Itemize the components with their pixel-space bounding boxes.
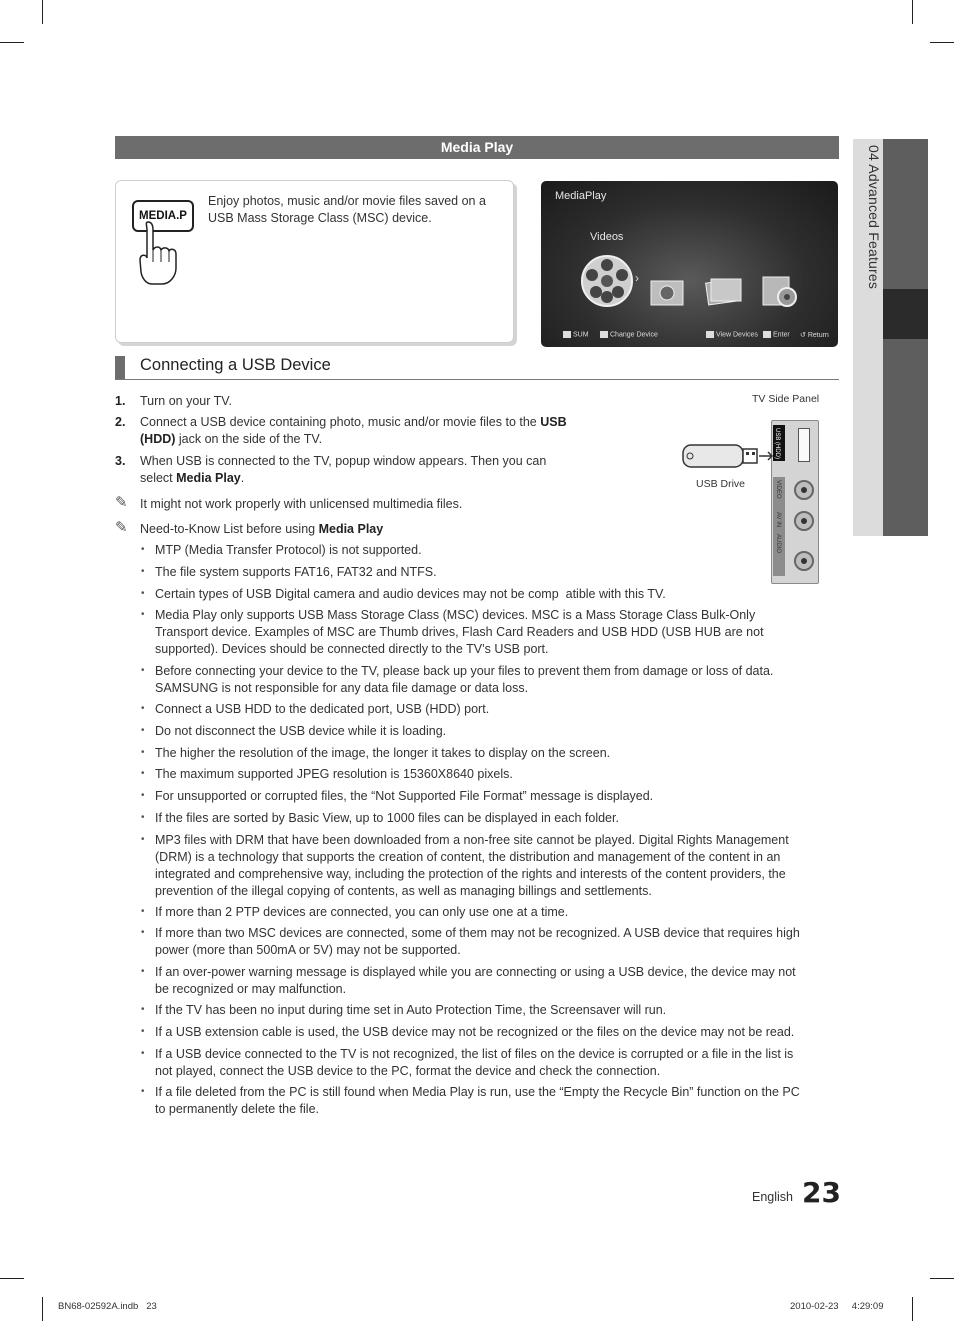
audio-r-jack <box>794 551 814 571</box>
audio-l-jack <box>794 511 814 531</box>
subsection-title: Connecting a USB Device <box>140 356 331 374</box>
footer-language: English <box>752 1190 793 1204</box>
media-play-description: Enjoy photos, music and/or movie files saved on a USB Mass Storage Class (MSC) device. <box>208 194 486 225</box>
list-item: to permanently delete the file. <box>155 1102 319 1116</box>
usb-port-label: USB (HDD) <box>774 428 780 459</box>
bullet-icon: • <box>141 1026 145 1037</box>
chapter-tab-dark <box>883 139 928 289</box>
list-item: Certain types of USB Digital camera and audio devices may not be comp atible with this TV. <box>155 587 666 601</box>
list-item: integrated and comprehensive way, including the protection of the rights and interests of the content providers, the <box>155 867 786 881</box>
audio-label: AUDIO <box>775 534 781 554</box>
sum-indicator: SUM <box>563 331 589 338</box>
step-text: select Media Play. <box>140 471 245 485</box>
change-device-hint: Change Device <box>600 331 658 338</box>
list-item: Do not disconnect the USB device while it is loading. <box>155 724 447 738</box>
list-item: be recognized or may malfunction. <box>155 982 347 996</box>
list-item: If an over-power warning message is displayed while you are connecting or using a USB device, the device may not <box>155 965 796 979</box>
step-text: Connect a USB device containing photo, music and/or movie files to the USB <box>140 415 567 429</box>
crop-mark <box>42 1297 43 1321</box>
pencil-note-icon: ✎ <box>115 494 128 511</box>
print-date-info: 2010-02-23 4:29:09 <box>790 1301 884 1312</box>
step-text: Turn on your TV. <box>140 394 232 408</box>
screen-selected-label: Videos <box>590 231 624 243</box>
list-item: not played, connect the USB device to the PC, format the device and check the connection. <box>155 1064 661 1078</box>
note-text: Need-to-Know List before using Media Play <box>140 522 384 536</box>
av-in-label: AV IN <box>775 512 781 528</box>
crop-mark <box>0 42 24 43</box>
bullet-icon: • <box>141 1004 145 1015</box>
chapter-tab-active <box>883 289 928 339</box>
list-item: power (more than 500mA or 5V) may not be supported. <box>155 943 461 957</box>
bullet-icon: • <box>141 665 145 676</box>
photos-icon <box>703 275 743 307</box>
crop-mark <box>912 1297 913 1321</box>
usb-drive-icon <box>682 443 776 469</box>
chapter-tab-dark <box>883 339 928 536</box>
list-item: If the TV has been no input during time set in Auto Protection Time, the Screensaver will run. <box>155 1003 667 1017</box>
list-item: MTP (Media Transfer Protocol) is not supported. <box>155 543 422 557</box>
list-item: Transport device. Examples of MSC are Thumb drives, Flash Card Readers and USB HDD (USB HUB are not <box>155 625 764 639</box>
list-item: If the files are sorted by Basic View, up to 1000 files can be displayed in each folder. <box>155 811 619 825</box>
bullet-icon: • <box>141 927 145 938</box>
photo-camera-icon <box>649 277 685 307</box>
bullet-icon: • <box>141 566 145 577</box>
crop-mark <box>42 0 43 24</box>
list-item: If a file deleted from the PC is still found when Media Play is run, use the “Empty the Recycle Bin” function on the PC <box>155 1085 800 1099</box>
chapter-label: 04 Advanced Features <box>866 145 882 290</box>
tv-side-panel-label: TV Side Panel <box>752 393 820 405</box>
video-label: VIDEO <box>775 480 781 499</box>
mediaplay-screen <box>541 181 838 347</box>
list-item: (DRM) is a technology that supports the creation of content, the distribution and management of the content in an <box>155 850 781 864</box>
bullet-icon: • <box>141 703 145 714</box>
bullet-icon: • <box>141 1086 145 1097</box>
hand-pointer-icon <box>138 220 194 286</box>
list-item: SAMSUNG is not responsible for any data file damage or data loss. <box>155 681 529 695</box>
step-number: 3. <box>115 454 126 468</box>
bullet-icon: • <box>141 544 145 555</box>
bullet-icon: • <box>141 1048 145 1059</box>
section-title: Media Play <box>115 136 839 159</box>
usb-slot <box>798 428 810 462</box>
step-text: (HDD) jack on the side of the TV. <box>140 432 323 446</box>
list-item: For unsupported or corrupted files, the “Not Supported File Format” message is displayed. <box>155 789 654 803</box>
step-number: 1. <box>115 394 126 408</box>
video-jack <box>794 480 814 500</box>
chevron-right-icon: › <box>635 271 639 285</box>
print-file-info: BN68-02592A.indb 23 <box>58 1301 157 1312</box>
film-reel-icon <box>579 249 639 311</box>
bullet-icon: • <box>141 725 145 736</box>
step-text: When USB is connected to the TV, popup window appears. Then you can <box>140 454 547 468</box>
bullet-icon: • <box>141 588 145 599</box>
list-item: If a USB device connected to the TV is not recognized, the list of files on the device is corrupted or a file in the list is <box>155 1047 794 1061</box>
screen-title: MediaPlay <box>555 190 607 202</box>
bullet-icon: • <box>141 790 145 801</box>
crop-mark <box>930 1278 954 1279</box>
enter-hint: Enter <box>763 331 790 338</box>
crop-mark <box>0 1278 24 1279</box>
bullet-icon: • <box>141 834 145 845</box>
bullet-icon: • <box>141 906 145 917</box>
list-item: If more than two MSC devices are connected, some of them may not be recognized. A USB device that requires high <box>155 926 800 940</box>
list-item: If a USB extension cable is used, the USB device may not be recognized or the files on the device may not be read. <box>155 1025 795 1039</box>
crop-mark <box>930 42 954 43</box>
bullet-icon: • <box>141 768 145 779</box>
bullet-icon: • <box>141 609 145 620</box>
bullet-icon: • <box>141 966 145 977</box>
list-item: Media Play only supports USB Mass Storage Class (MSC) devices. MSC is a Mass Storage Class Bulk-Only <box>155 608 756 622</box>
list-item: Connect a USB HDD to the dedicated port, USB (HDD) port. <box>155 702 490 716</box>
list-item: prevention of the illegal copying of contents, as well as managing billings and settlements. <box>155 884 652 898</box>
list-item: The file system supports FAT16, FAT32 and NTFS. <box>155 565 437 579</box>
view-devices-hint: View Devices <box>706 331 758 338</box>
return-hint: ↺ Return <box>800 332 829 339</box>
step-number: 2. <box>115 415 126 429</box>
list-item: The higher the resolution of the image, the longer it takes to display on the screen. <box>155 746 611 760</box>
crop-mark <box>912 0 913 24</box>
list-item: supported). Devices should be connected directly to the TV’s USB port. <box>155 642 549 656</box>
usb-drive-label: USB Drive <box>696 478 746 490</box>
pencil-note-icon: ✎ <box>115 519 128 536</box>
list-item: MP3 files with DRM that have been downloaded from a non-free site cannot be played. Digital Rights Management <box>155 833 789 847</box>
screen-bottom-bar <box>541 327 838 347</box>
page-number: 23 <box>802 1176 841 1209</box>
subsection-rule <box>115 379 839 380</box>
media-p-button: MEDIA.P <box>132 200 194 232</box>
list-item: Before connecting your device to the TV, please back up your files to prevent them from damage or loss of data. <box>155 664 774 678</box>
note-text: It might not work properly with unlicensed multimedia files. <box>140 497 463 511</box>
list-item: The maximum supported JPEG resolution is 15360X8640 pixels. <box>155 767 513 781</box>
list-item: If more than 2 PTP devices are connected, you can only use one at a time. <box>155 905 569 919</box>
bullet-icon: • <box>141 812 145 823</box>
settings-gear-icon <box>761 275 801 309</box>
bullet-icon: • <box>141 747 145 758</box>
subsection-marker <box>115 356 125 379</box>
